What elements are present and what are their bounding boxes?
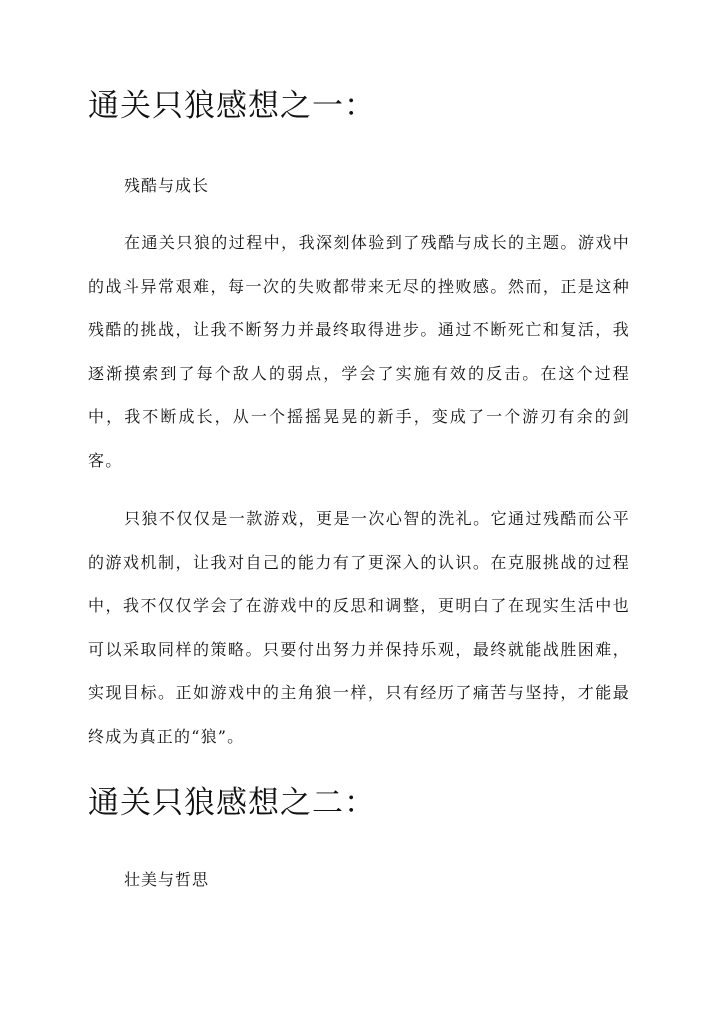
section-2-title: 通关只狼感想之二：: [88, 785, 376, 821]
section-1-subtitle: 残酷与成长: [124, 176, 210, 195]
section-2-subtitle: 壮美与哲思: [124, 870, 210, 889]
section-1-title: 通关只狼感想之一：: [88, 88, 376, 124]
section-1-paragraph-1: 在通关只狼的过程中，我深刻体验到了残酷与成长的主题。游戏中的战斗异常艰难，每一次的失败都带来无尽的挫败感。然而，正是这种残酷的挑战，让我不断努力并最终取得进步。通过不断死亡和复活，我逐渐摸索到了每个敌人的弱点，学会了实施有效的反击。在这个过程中，我不断成长，从一个摇摇晃晃的新手，变成了一个游刃有余的剑客。: [88, 233, 630, 470]
section-1-paragraph-2: 只狼不仅仅是一款游戏，更是一次心智的洗礼。它通过残酷而公平的游戏机制，让我对自己的能力有了更深入的认识。在克服挑战的过程中，我不仅仅学会了在游戏中的反思和调整，更明白了在现实生活中也可以采取同样的策略。只要付出努力并保持乐观，最终就能战胜困难，实现目标。正如游戏中的主角狼一样，只有经历了痛苦与坚持，才能最终成为真正的“狼”。: [88, 509, 630, 746]
